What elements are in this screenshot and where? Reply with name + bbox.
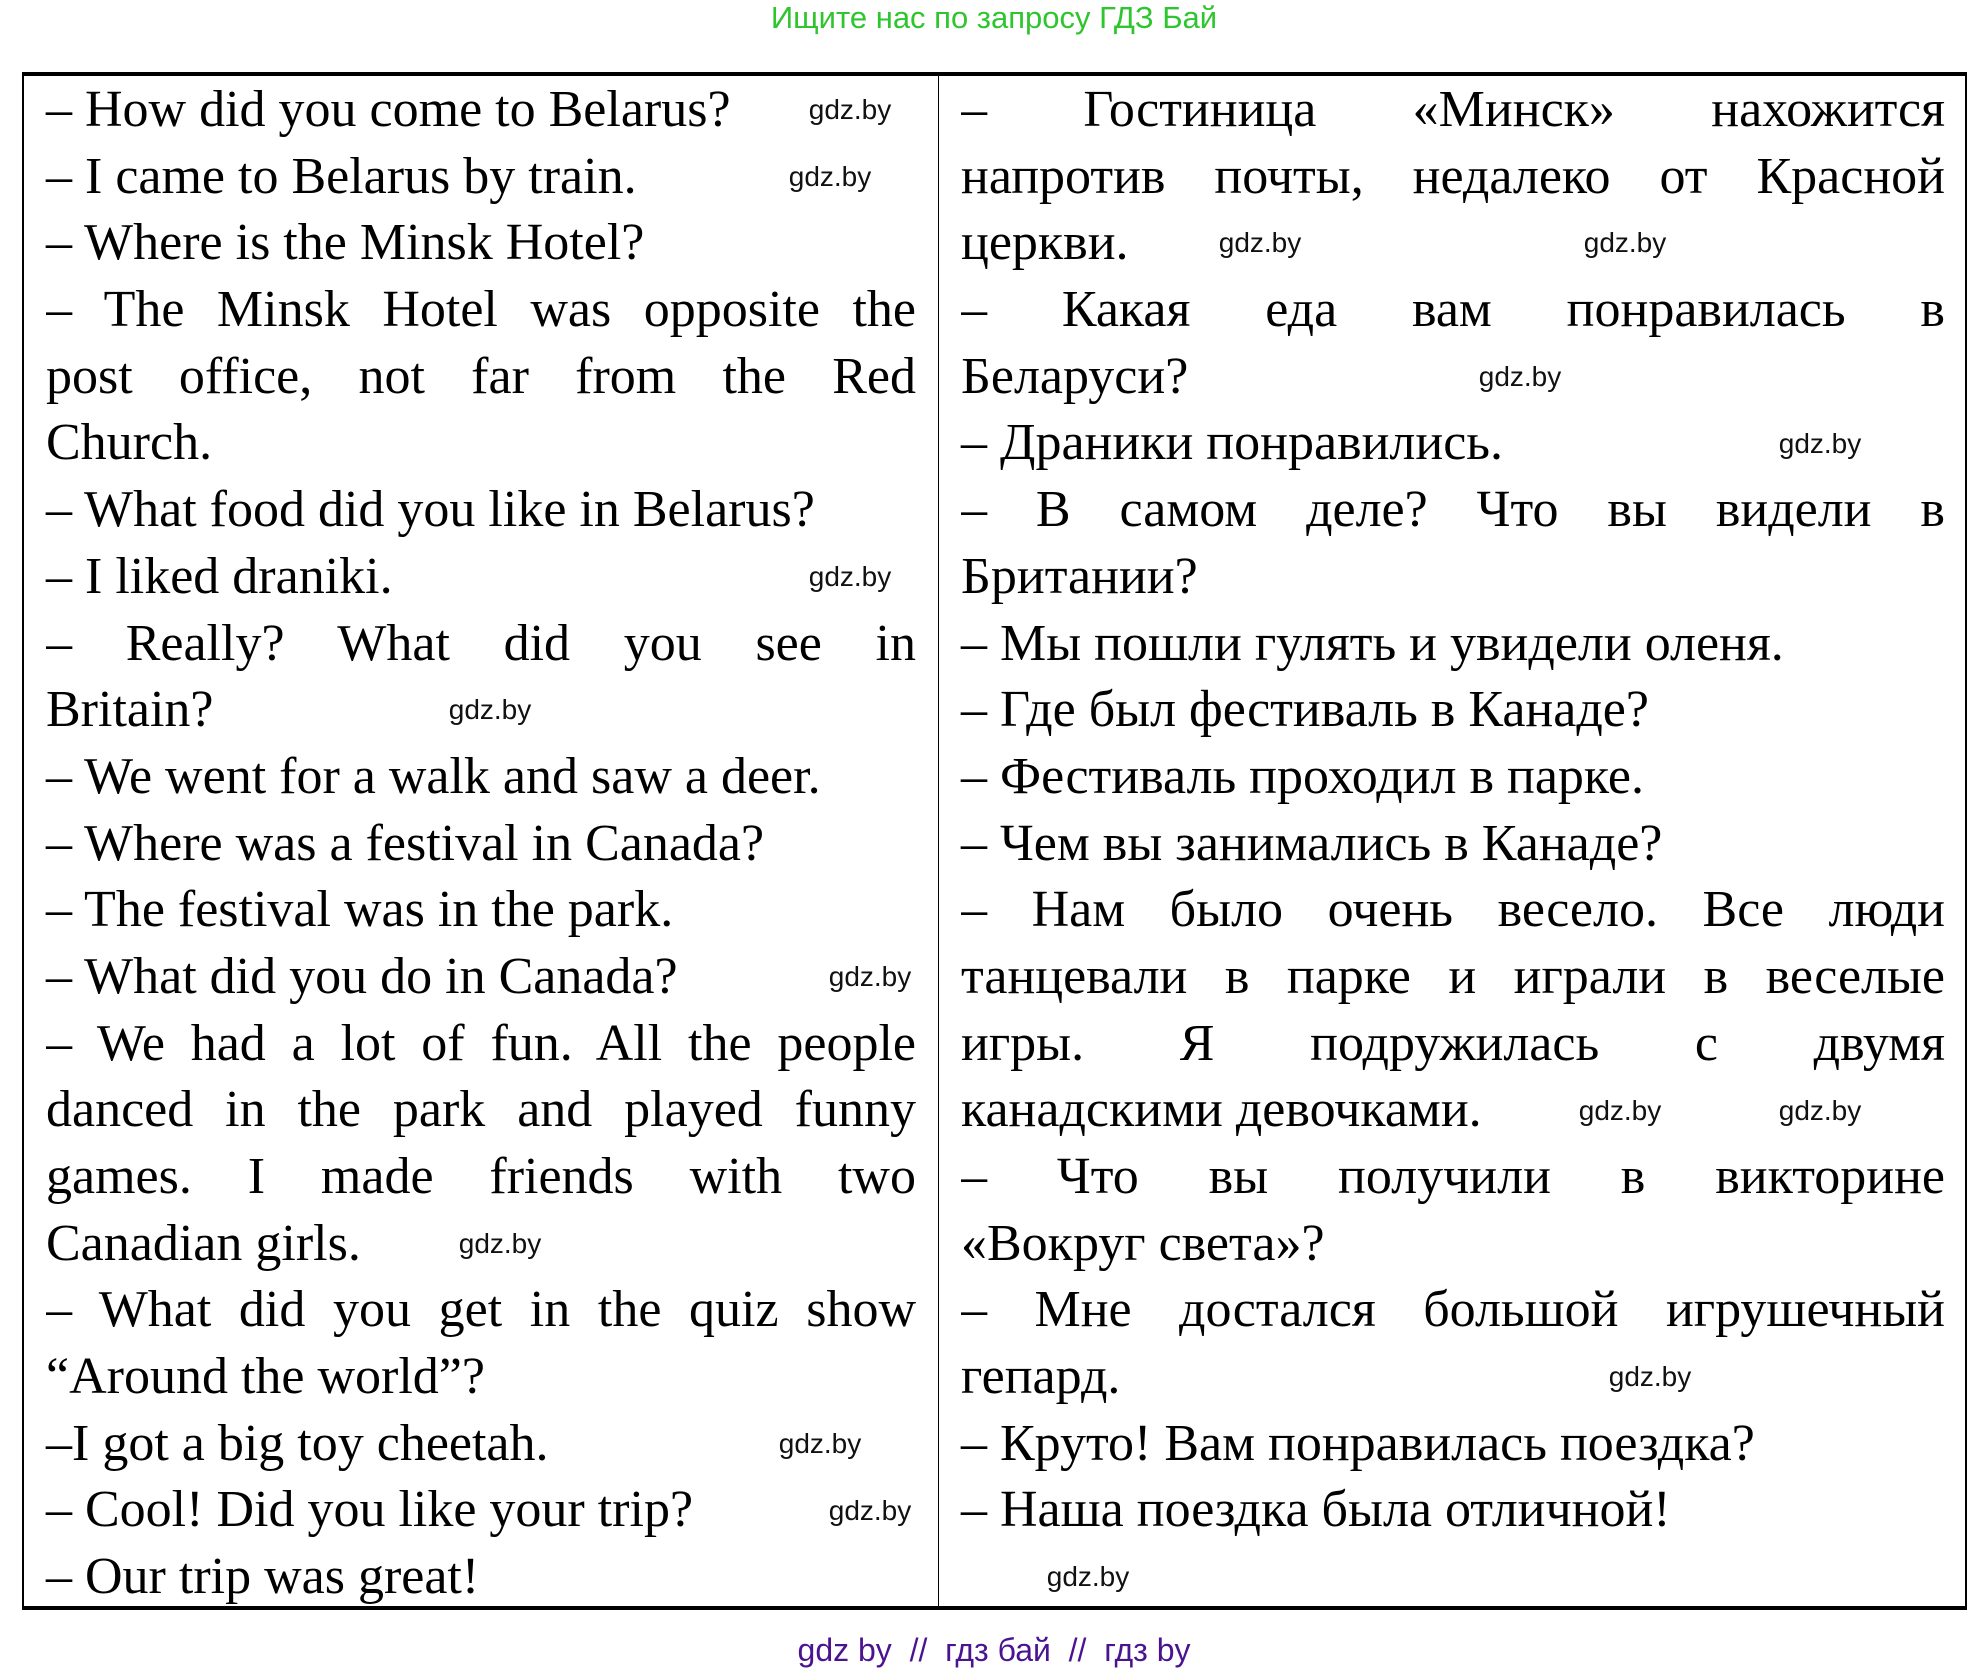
dialogue-line: танцевали в парке и играли в веселые	[961, 947, 1945, 1005]
watermark: gdz.by	[1478, 360, 1562, 392]
dialogue-line: Church.	[46, 414, 213, 472]
dialogue-line: – Фестиваль проходил в парке.	[961, 747, 1644, 805]
watermark: gdz.by	[1583, 227, 1667, 259]
watermark: gdz.by	[808, 560, 892, 592]
dialogue-line: – What did you get in the quiz show	[46, 1281, 916, 1339]
watermark: gdz.by	[778, 1428, 862, 1459]
dialogue-line: «Вокруг света»?	[961, 1214, 1325, 1272]
russian-column	[961, 77, 1945, 1544]
dialogue-line: – The festival was in the park.	[46, 881, 674, 939]
watermark: gdz.by	[448, 694, 532, 726]
dialogue-line: –I got a big toy cheetah.	[46, 1414, 549, 1472]
dialogue-line: – Where was a festival in Canada?	[46, 814, 765, 872]
watermark: gdz.by	[1578, 1094, 1662, 1126]
search-banner: Ищите нас по запросу ГДЗ Бай	[770, 0, 1218, 35]
dialogue-line: Britain?	[46, 681, 214, 739]
dialogue-line: – The Minsk Hotel was opposite the	[46, 281, 916, 339]
dialogue-line: канадскими девочками.	[961, 1081, 1482, 1139]
dialogue-line: – Really? What did you see in	[46, 614, 916, 672]
dialogue-line: danced in the park and played funny	[46, 1081, 916, 1139]
dialogue-line: – Где был фестиваль в Канаде?	[961, 681, 1649, 739]
dialogue-line: – Нам было очень весело. Все люди	[961, 881, 1945, 939]
footer-links: gdz by // гдз бай // гдз by	[797, 1632, 1191, 1668]
dialogue-line: – Cool! Did you like your trip?	[46, 1481, 694, 1539]
dialogue-line: игры. Я подружилась с двумя	[961, 1014, 1945, 1072]
dialogue-line: – What did you do in Canada?	[46, 947, 678, 1005]
watermark: gdz.by	[808, 94, 892, 125]
dialogue-line: – Мне достался большой игрушечный	[961, 1281, 1945, 1339]
dialogue-line: – Чем вы занимались в Канаде?	[961, 814, 1663, 872]
dialogue-line: – В самом деле? Что вы видели в	[961, 481, 1945, 539]
dialogue-line: – Какая еда вам понравилась в	[961, 281, 1945, 339]
dialogue-line: – Our trip was great!	[46, 1548, 480, 1606]
watermark: gdz.by	[1046, 1561, 1130, 1593]
watermark: gdz.by	[1608, 1361, 1692, 1393]
dialogue-line: – What food did you like in Belarus?	[46, 481, 815, 539]
dialogue-line: Беларуси?	[961, 347, 1189, 405]
dialogue-line: games. I made friends with two	[46, 1148, 916, 1205]
dialogue-line: – Круто! Вам понравилась поездка?	[961, 1414, 1755, 1472]
watermark: gdz.by	[458, 1227, 542, 1259]
dialogue-line: – Where is the Minsk Hotel?	[46, 214, 645, 272]
dialogue-line: – I liked draniki.	[46, 547, 393, 605]
dialogue-line: – Гостиница «Минск» нахожится	[961, 81, 1945, 138]
watermark: gdz.by	[1778, 1094, 1862, 1126]
dialogue-line: – How did you come to Belarus?	[46, 81, 731, 138]
watermark: gdz.by	[828, 1494, 912, 1526]
dialogue-line: – I came to Belarus by train.	[46, 147, 637, 205]
watermark: gdz.by	[1778, 427, 1862, 459]
dialogue-line: – Мы пошли гулять и увидели оленя.	[961, 614, 1784, 672]
dialogue-line: – We went for a walk and saw a deer.	[46, 747, 821, 805]
dialogue-line: – We had a lot of fun. All the people	[46, 1014, 916, 1072]
dialogue-line: напротив почты, недалеко от Красной	[961, 147, 1945, 205]
dialogue-line: – Драники понравились.	[961, 414, 1503, 472]
column-divider	[938, 72, 939, 1610]
dialogue-line: post office, not far from the Red	[46, 347, 916, 405]
watermark: gdz.by	[828, 961, 912, 993]
watermark: gdz.by	[788, 160, 872, 192]
watermark: gdz.by	[1218, 227, 1302, 259]
dialogue-line: “Around the world”?	[46, 1348, 485, 1406]
dialogue-line: – Что вы получили в викторине	[961, 1148, 1945, 1205]
english-column	[46, 77, 916, 1611]
dialogue-line: Canadian girls.	[46, 1214, 361, 1272]
dialogue-line: гепард.	[961, 1348, 1121, 1406]
dialogue-line: – Наша поездка была отличной!	[961, 1481, 1671, 1539]
dialogue-line: церкви.	[961, 214, 1129, 272]
dialogue-line: Британии?	[961, 547, 1198, 605]
